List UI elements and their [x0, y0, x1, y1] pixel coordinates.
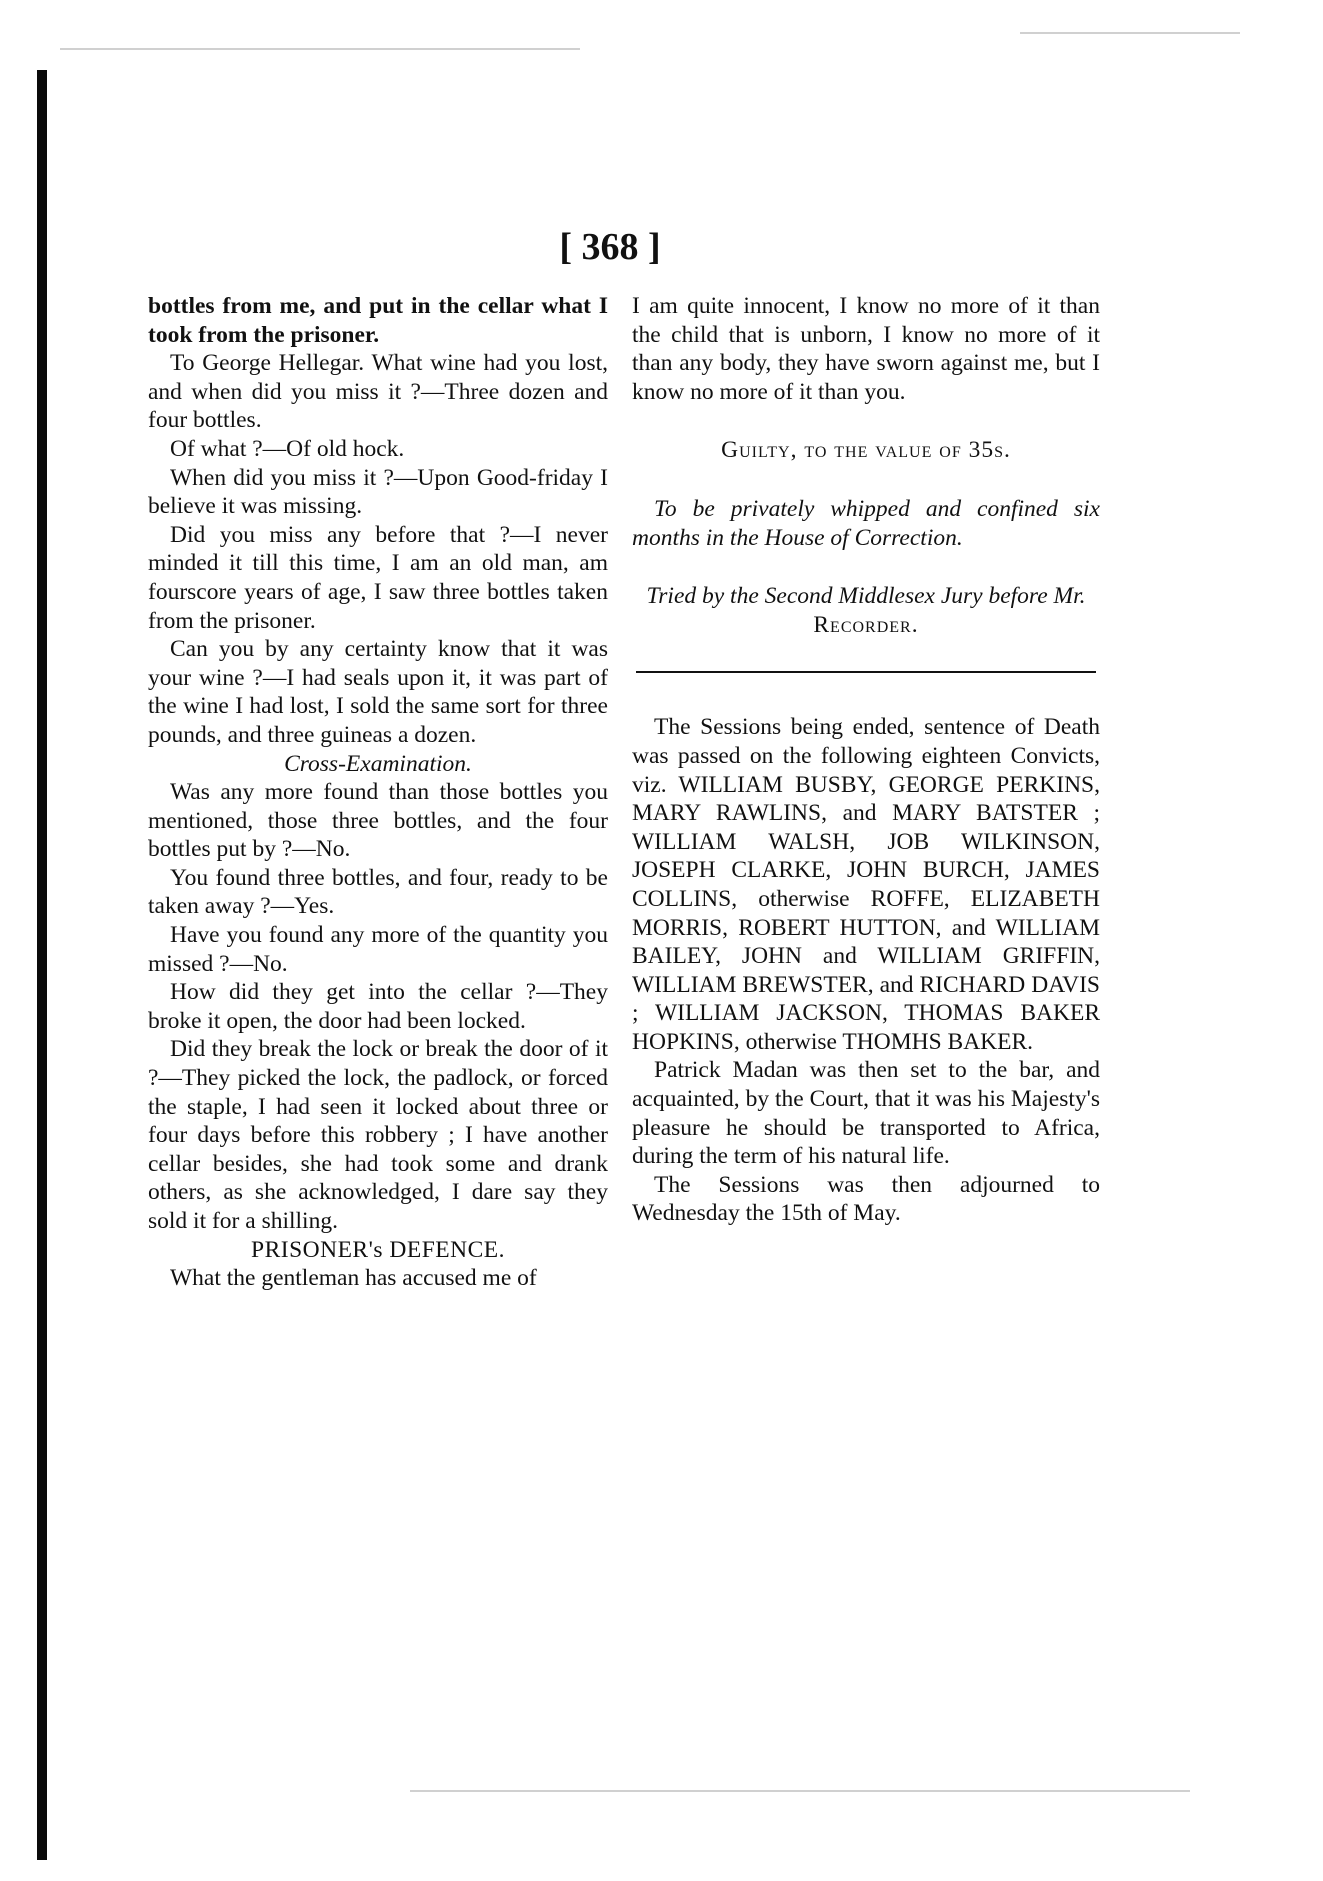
- paragraph: When did you miss it ?—Upon Good-friday I believe it was missing.: [148, 464, 608, 520]
- paragraph: The Sessions being ended, sentence of Death was passed on the following eighteen Convicts, viz. WILLIAM BUSBY, GEORGE PERKINS, MARY RAWLINS, and MARY BATSTER ; WILLIAM WALSH, JOB WILKINSON, JOSEPH CLARKE, JOHN BURCH, JAMES COLLINS, otherwise ROFFE, ELIZABETH MORRIS, ROBERT HUTTON, and WILLIAM BAILEY, JOHN and WILLIAM GRIFFIN, WILLIAM BREWSTER, and RICHARD DAVIS ; WILLIAM JACKSON, THOMAS BAKER HOPKINS, otherwise THOMHS BAKER.: [632, 714, 1100, 1055]
- divider-rule: [636, 671, 1096, 673]
- paragraph: bottles from me, and put in the cellar what I took from the prisoner.: [148, 293, 608, 348]
- paragraph: To George Hellegar. What wine had you lost, and when did you miss it ?—Three dozen and four bottles.: [148, 350, 608, 434]
- binding-edge: [37, 70, 47, 1860]
- sentence: To be privately whipped and confined six months in the House of Correction.: [632, 495, 1100, 551]
- paragraph: I am quite innocent, I know no more of it than the child that is unborn, I know no more of it than any body, they have sworn against me, but I know no more of it than you.: [632, 293, 1100, 405]
- section-heading: Cross-Examination.: [284, 750, 472, 777]
- section-heading: PRISONER's DEFENCE.: [251, 1236, 505, 1263]
- paragraph: Of what ?—Of old hock.: [170, 435, 405, 462]
- paragraph: How did they get into the cellar ?—They broke it open, the door had been locked.: [148, 979, 608, 1034]
- scan-noise-top-right: [1020, 32, 1240, 34]
- paragraph: Patrick Madan was then set to the bar, and acquainted, by the Court, that it was his Majesty's pleasure he should be transported to Africa, during the term of his natural life.: [632, 1057, 1100, 1170]
- left-column: [148, 292, 608, 1293]
- paragraph: Did you miss any before that ?—I never minded it till this time, I am an old man, am fourscore years of age, I saw three bottles taken from the prisoner.: [148, 521, 608, 634]
- scan-noise-bottom: [410, 1790, 1190, 1792]
- paragraph: What the gentleman has accused me of: [170, 1265, 537, 1292]
- paragraph: Did they break the lock or break the door of it ?—They picked the lock, the padlock, or forced the staple, I had seen it locked about three or four days before this robbery ; I have another cellar besides, she had took some and drank others, as she acknowledged, I dare say they sold it for a shilling.: [148, 1036, 608, 1234]
- paragraph: Can you by any certainty know that it was your wine ?—I had seals upon it, it was part of the wine I had lost, I sold the same sort for three pounds, and three guineas a dozen.: [148, 636, 608, 748]
- jury-note-recorder: Recorder.: [813, 611, 919, 638]
- paragraph: Have you found any more of the quantity you missed ?—No.: [148, 922, 608, 977]
- right-column: [632, 292, 1100, 1228]
- page-number: [ 368 ]: [559, 226, 661, 268]
- paragraph: Was any more found than those bottles you mentioned, those three bottles, and the four bottles put by ?—No.: [148, 779, 608, 863]
- paragraph: You found three bottles, and four, ready to be taken away ?—Yes.: [148, 864, 608, 920]
- jury-note: Tried by the Second Middlesex Jury before Mr.: [646, 583, 1086, 610]
- scan-noise-top: [60, 48, 580, 50]
- verdict: Guilty, to the value of 35s.: [721, 437, 1011, 464]
- paragraph: The Sessions was then adjourned to Wednesday the 15th of May.: [632, 1171, 1100, 1227]
